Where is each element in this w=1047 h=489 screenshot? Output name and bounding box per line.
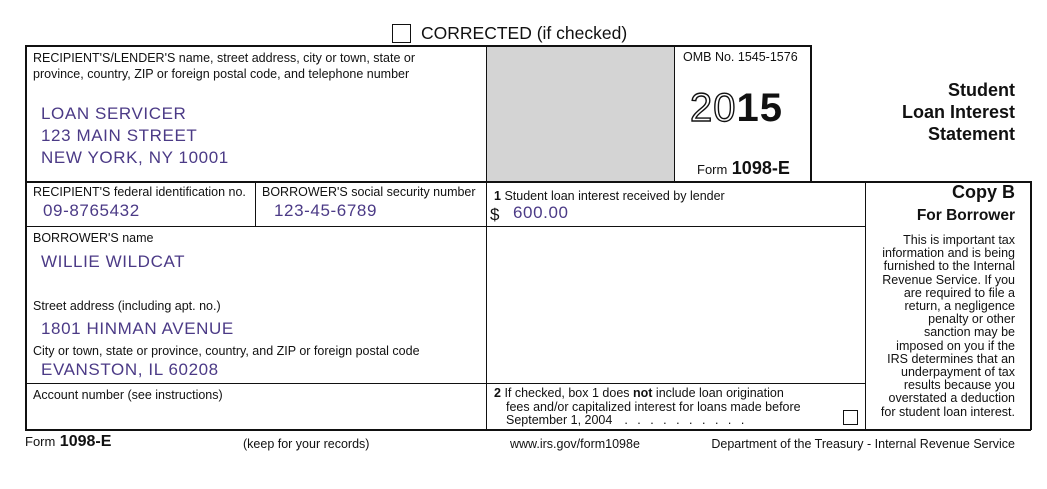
street-address-value: 1801 HINMAN AVENUE <box>41 319 234 338</box>
corrected-label: CORRECTED (if checked) <box>421 23 628 43</box>
recipient-tin-label: RECIPIENT'S federal identification no. <box>33 185 246 199</box>
street-address-label: Street address (including apt. no.) <box>33 299 221 313</box>
notice-line: penalty or other <box>928 312 1015 327</box>
notice-line: results because you <box>903 378 1015 393</box>
notice-line: underpayment of tax <box>901 365 1015 380</box>
box2-line1: 2 If checked, box 1 does not include loan origination <box>494 386 784 400</box>
city-state-label: City or town, state or province, country, and ZIP or foreign postal code <box>33 344 420 358</box>
city-state-value: EVANSTON, IL 60208 <box>41 360 219 379</box>
form-prefix: Form <box>697 162 728 177</box>
borrower-name-label: BORROWER'S name <box>33 231 154 245</box>
borrower-ssn-label: BORROWER'S social security number <box>262 185 476 199</box>
box1-label <box>494 188 725 204</box>
tax-year <box>690 86 783 130</box>
shaded-box <box>487 47 674 181</box>
box2-text <box>494 387 801 428</box>
notice-line: sanction may be <box>923 325 1015 340</box>
notice-line: overstated a deduction <box>888 391 1015 406</box>
footer-keep-records: (keep for your records) <box>243 437 370 451</box>
recipient-city: NEW YORK, NY 10001 <box>41 148 229 167</box>
form-name: 1098-E <box>731 158 790 178</box>
box1-value: 600.00 <box>513 203 569 222</box>
account-number-label: Account number (see instructions) <box>33 388 223 402</box>
borrower-ssn-value: 123-45-6789 <box>274 201 378 220</box>
borrower-name-value: WILLIE WILDCAT <box>41 252 186 271</box>
notice-line: are required to file a <box>903 285 1015 300</box>
notice-line: IRS determines that an <box>887 351 1015 366</box>
notice-line: Revenue Service. If you <box>882 272 1015 287</box>
form-title-line2: Loan Interest <box>901 102 1015 122</box>
notice-line: information and is being <box>882 246 1015 261</box>
recipient-name: LOAN SERVICER <box>41 104 187 123</box>
form-title-line1: Student <box>948 80 1015 100</box>
box1-number: 1 <box>494 189 501 203</box>
notice-line: This is important tax <box>903 233 1015 247</box>
tax-year-digits: 15 <box>736 86 783 130</box>
corrected-checkbox[interactable] <box>392 24 411 43</box>
footer-department: Department of the Treasury - Internal Revenue Service <box>711 437 1015 451</box>
tax-notice <box>855 234 1015 419</box>
omb-number: OMB No. 1545-1576 <box>683 50 798 64</box>
recipient-street: 123 MAIN STREET <box>41 126 198 145</box>
footer-form-id <box>25 433 111 451</box>
copy-subtitle: For Borrower <box>916 207 1015 224</box>
recipient-label-line2: province, country, ZIP or foreign postal code, and telephone number <box>33 67 410 81</box>
recipient-label-line1: RECIPIENT'S/LENDER'S name, street address, city or town, state or <box>33 51 415 65</box>
box2-checkbox[interactable] <box>843 410 858 425</box>
tax-year-century: 20 <box>690 86 737 130</box>
form-title-line3: Statement <box>927 124 1015 144</box>
notice-line: imposed on you if the <box>896 338 1015 353</box>
notice-line: furnished to the Internal <box>883 259 1015 274</box>
copy-title: Copy B <box>952 182 1015 202</box>
form-identifier <box>697 158 790 179</box>
notice-line: return, a negligence <box>904 299 1015 314</box>
footer-form-prefix: Form <box>25 434 56 449</box>
box1-currency: $ <box>490 205 500 224</box>
box2-line3: September 1, 2004 . . . . . . . . . . <box>506 413 748 427</box>
notice-line: for student loan interest. <box>880 404 1015 419</box>
footer-form-name: 1098-E <box>59 433 112 450</box>
box1-label-text: Student loan interest received by lender <box>504 189 725 203</box>
footer-irs-url: www.irs.gov/form1098e <box>510 437 640 451</box>
box2-line2: fees and/or capitalized interest for loans made before <box>506 399 801 414</box>
recipient-tin-value: 09-8765432 <box>43 201 140 220</box>
box2-leader-dots: . . . . . . . . . . <box>624 413 748 427</box>
box2-number: 2 <box>494 386 501 400</box>
